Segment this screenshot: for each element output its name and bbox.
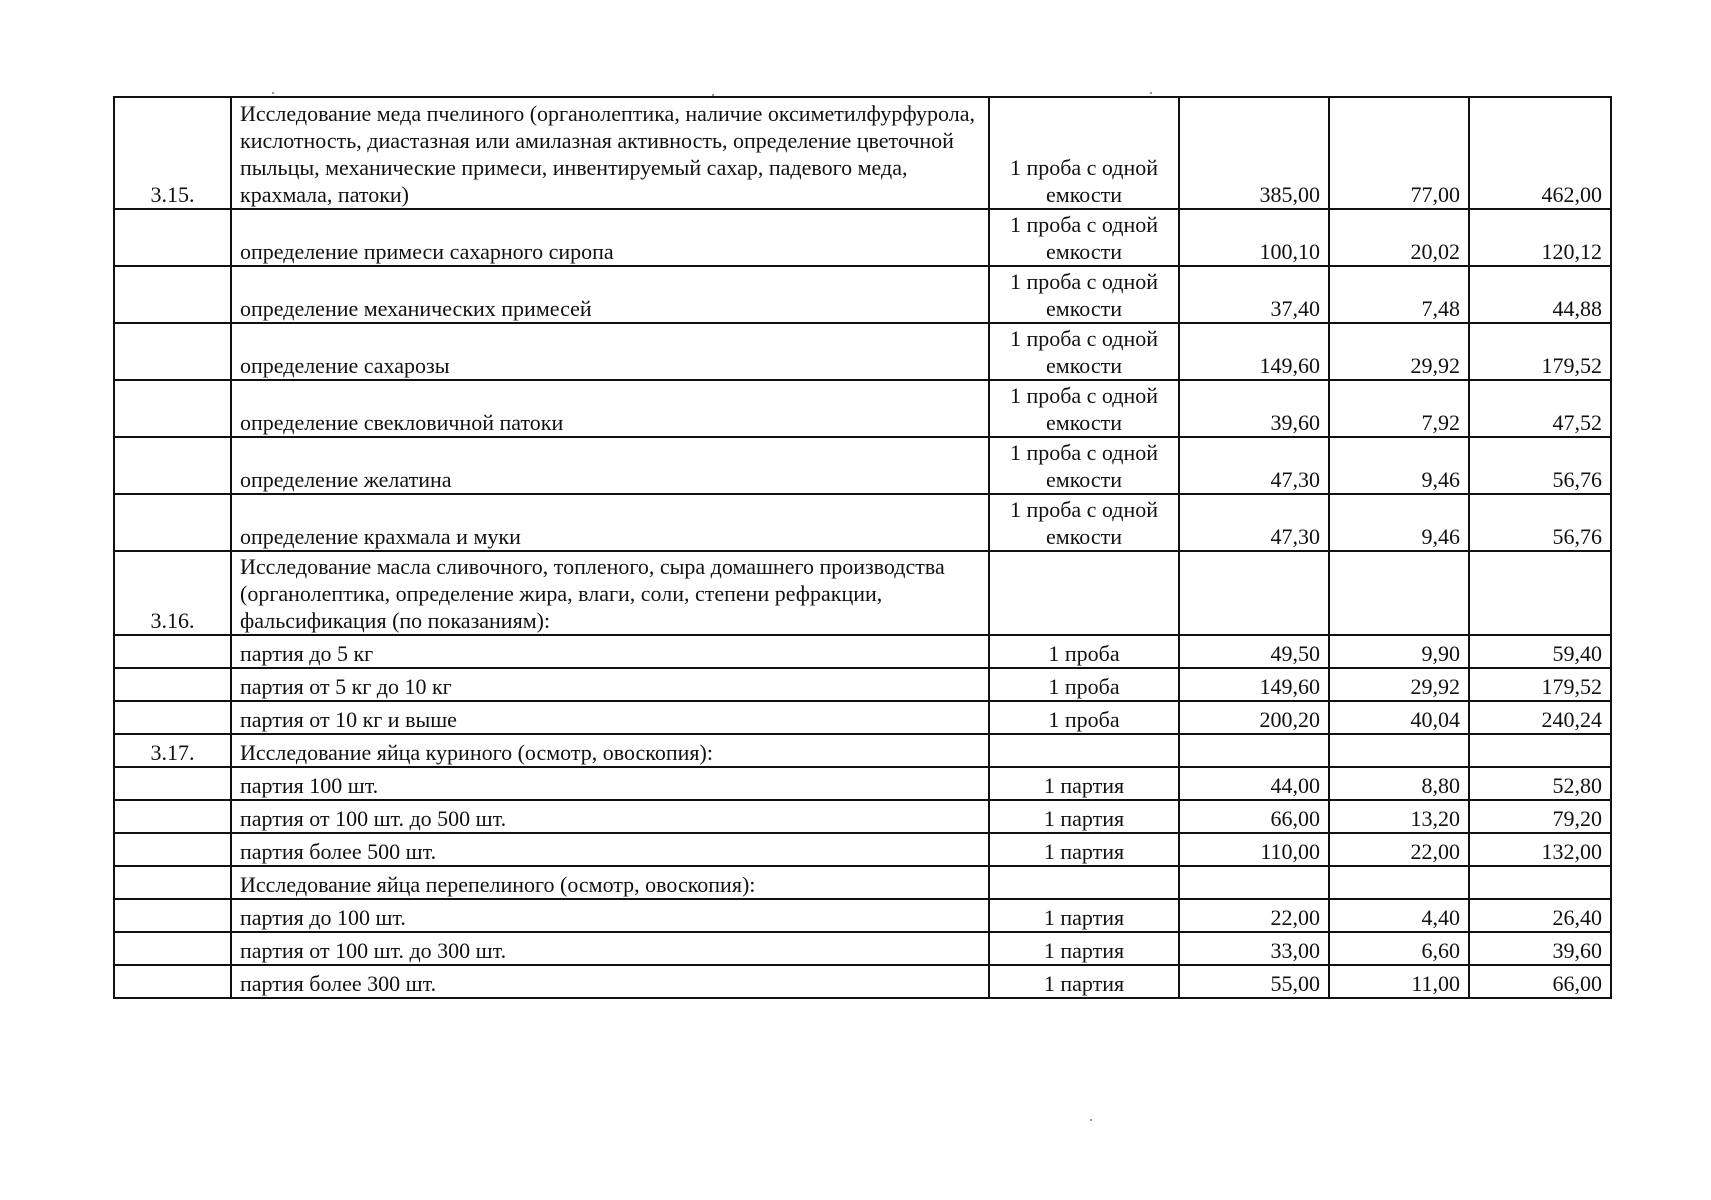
service-name: партия 100 шт.: [231, 767, 989, 800]
table-row: [114, 932, 1611, 965]
vat-cell: [1329, 551, 1469, 635]
vat-cell: 20,02: [1329, 209, 1469, 266]
table-row: [114, 701, 1611, 734]
vat-cell: 7,92: [1329, 380, 1469, 437]
unit-of-measure: 1 партия: [989, 800, 1179, 833]
price-cell: 47,30: [1179, 494, 1329, 551]
total-cell: 56,76: [1469, 437, 1611, 494]
unit-of-measure: [989, 866, 1179, 899]
unit-of-measure: 1 проба с одной емкости: [989, 437, 1179, 494]
vat-cell: 4,40: [1329, 899, 1469, 932]
row-number: [114, 437, 231, 494]
table-row: [114, 668, 1611, 701]
price-cell: 200,20: [1179, 701, 1329, 734]
table-row: [114, 767, 1611, 800]
unit-of-measure: 1 проба с одной емкости: [989, 323, 1179, 380]
vat-cell: 7,48: [1329, 266, 1469, 323]
service-name: Исследование яйца перепелиного (осмотр, овоскопия):: [231, 866, 989, 899]
table-row: [114, 437, 1611, 494]
table-row: [114, 209, 1611, 266]
total-cell: 240,24: [1469, 701, 1611, 734]
table-row: [114, 635, 1611, 668]
row-number: [114, 494, 231, 551]
vat-cell: 11,00: [1329, 965, 1469, 998]
row-number: [114, 932, 231, 965]
row-number: [114, 701, 231, 734]
service-name: определение примеси сахарного сиропа: [231, 209, 989, 266]
table-row: [114, 97, 1611, 209]
vat-cell: 9,90: [1329, 635, 1469, 668]
service-name: Исследование масла сливочного, топленого, сыра домашнего производства (органолептика, определение жира, влаги, соли, степени рефракции, фальсификация (по показаниям):: [231, 551, 989, 635]
total-cell: 52,80: [1469, 767, 1611, 800]
service-name: определение крахмала и муки: [231, 494, 989, 551]
total-cell: 44,88: [1469, 266, 1611, 323]
vat-cell: 13,20: [1329, 800, 1469, 833]
row-number: [114, 380, 231, 437]
row-number: [114, 209, 231, 266]
total-cell: 39,60: [1469, 932, 1611, 965]
vat-cell: 9,46: [1329, 437, 1469, 494]
unit-of-measure: 1 партия: [989, 932, 1179, 965]
price-cell: 49,50: [1179, 635, 1329, 668]
row-number: [114, 323, 231, 380]
service-name: партия до 100 шт.: [231, 899, 989, 932]
unit-of-measure: 1 проба с одной емкости: [989, 97, 1179, 209]
price-cell: 39,60: [1179, 380, 1329, 437]
row-number: [114, 866, 231, 899]
unit-of-measure: 1 проба: [989, 668, 1179, 701]
total-cell: 179,52: [1469, 323, 1611, 380]
service-name: партия более 300 шт.: [231, 965, 989, 998]
total-cell: [1469, 551, 1611, 635]
row-number: [114, 833, 231, 866]
price-table: [113, 96, 1612, 999]
total-cell: 47,52: [1469, 380, 1611, 437]
service-name: партия от 10 кг и выше: [231, 701, 989, 734]
vat-cell: [1329, 734, 1469, 767]
total-cell: 132,00: [1469, 833, 1611, 866]
row-number: [114, 965, 231, 998]
price-cell: 100,10: [1179, 209, 1329, 266]
total-cell: 462,00: [1469, 97, 1611, 209]
table-row: [114, 899, 1611, 932]
scan-speck: [272, 92, 274, 94]
vat-cell: 8,80: [1329, 767, 1469, 800]
total-cell: 120,12: [1469, 209, 1611, 266]
unit-of-measure: 1 партия: [989, 899, 1179, 932]
vat-cell: 6,60: [1329, 932, 1469, 965]
service-name: партия от 5 кг до 10 кг: [231, 668, 989, 701]
total-cell: 79,20: [1469, 800, 1611, 833]
table-row: [114, 551, 1611, 635]
unit-of-measure: 1 проба с одной емкости: [989, 380, 1179, 437]
price-cell: 55,00: [1179, 965, 1329, 998]
table-row: [114, 800, 1611, 833]
table-row: [114, 380, 1611, 437]
unit-of-measure: 1 проба с одной емкости: [989, 494, 1179, 551]
table-row: [114, 323, 1611, 380]
total-cell: 66,00: [1469, 965, 1611, 998]
price-table-body: [114, 97, 1611, 998]
price-cell: 385,00: [1179, 97, 1329, 209]
row-number: 3.16.: [114, 551, 231, 635]
unit-of-measure: 1 проба с одной емкости: [989, 266, 1179, 323]
row-number: 3.17.: [114, 734, 231, 767]
unit-of-measure: 1 партия: [989, 965, 1179, 998]
table-row: [114, 734, 1611, 767]
unit-of-measure: 1 проба: [989, 701, 1179, 734]
total-cell: [1469, 866, 1611, 899]
unit-of-measure: 1 партия: [989, 833, 1179, 866]
row-number: 3.15.: [114, 97, 231, 209]
scan-speck: [1150, 92, 1152, 94]
unit-of-measure: [989, 551, 1179, 635]
total-cell: 56,76: [1469, 494, 1611, 551]
price-cell: 33,00: [1179, 932, 1329, 965]
total-cell: 59,40: [1469, 635, 1611, 668]
service-name: Исследование меда пчелиного (органолептика, наличие оксиметилфурфурола, кислотность, диастазная или амилазная активность, определение цветочной пыльцы, механические примеси, инвентируемый сахар, падевого меда, крахмала, патоки): [231, 97, 989, 209]
unit-of-measure: 1 партия: [989, 767, 1179, 800]
row-number: [114, 899, 231, 932]
row-number: [114, 635, 231, 668]
price-cell: [1179, 866, 1329, 899]
vat-cell: 29,92: [1329, 323, 1469, 380]
vat-cell: 29,92: [1329, 668, 1469, 701]
row-number: [114, 266, 231, 323]
vat-cell: 9,46: [1329, 494, 1469, 551]
service-name: определение механических примесей: [231, 266, 989, 323]
vat-cell: 40,04: [1329, 701, 1469, 734]
unit-of-measure: 1 проба: [989, 635, 1179, 668]
table-row: [114, 965, 1611, 998]
table-row: [114, 266, 1611, 323]
price-cell: 37,40: [1179, 266, 1329, 323]
price-cell: [1179, 734, 1329, 767]
service-name: партия более 500 шт.: [231, 833, 989, 866]
price-cell: 66,00: [1179, 800, 1329, 833]
total-cell: 26,40: [1469, 899, 1611, 932]
price-cell: 110,00: [1179, 833, 1329, 866]
vat-cell: 77,00: [1329, 97, 1469, 209]
price-cell: 149,60: [1179, 323, 1329, 380]
unit-of-measure: [989, 734, 1179, 767]
total-cell: [1469, 734, 1611, 767]
service-name: определение сахарозы: [231, 323, 989, 380]
price-cell: 44,00: [1179, 767, 1329, 800]
scan-speck: [1090, 1119, 1092, 1121]
price-cell: 22,00: [1179, 899, 1329, 932]
price-cell: 47,30: [1179, 437, 1329, 494]
row-number: [114, 767, 231, 800]
row-number: [114, 800, 231, 833]
table-row: [114, 833, 1611, 866]
row-number: [114, 668, 231, 701]
vat-cell: [1329, 866, 1469, 899]
service-name: партия от 100 шт. до 300 шт.: [231, 932, 989, 965]
service-name: определение желатина: [231, 437, 989, 494]
price-cell: [1179, 551, 1329, 635]
service-name: партия от 100 шт. до 500 шт.: [231, 800, 989, 833]
table-row: [114, 494, 1611, 551]
vat-cell: 22,00: [1329, 833, 1469, 866]
table-row: [114, 866, 1611, 899]
unit-of-measure: 1 проба с одной емкости: [989, 209, 1179, 266]
service-name: Исследование яйца куриного (осмотр, овоскопия):: [231, 734, 989, 767]
total-cell: 179,52: [1469, 668, 1611, 701]
service-name: партия до 5 кг: [231, 635, 989, 668]
service-name: определение свекловичной патоки: [231, 380, 989, 437]
price-cell: 149,60: [1179, 668, 1329, 701]
